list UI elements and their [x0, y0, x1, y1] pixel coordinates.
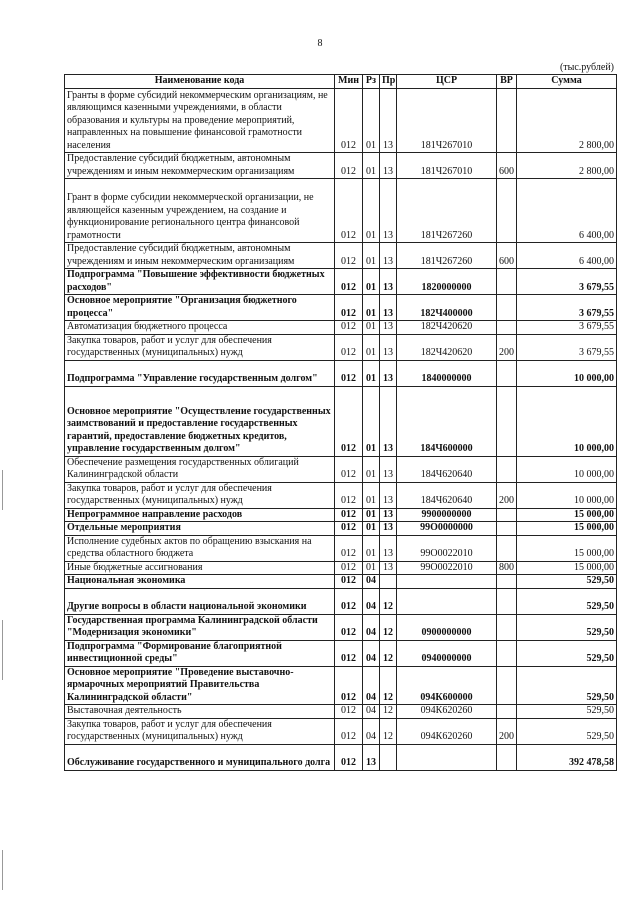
row-name: Непрограммное направление расходов [65, 508, 335, 522]
header-min: Мин [335, 75, 363, 89]
row-pr: 12 [380, 718, 397, 744]
row-sum: 10 000,00 [517, 456, 617, 482]
row-vr [497, 456, 517, 482]
row-sum: 6 400,00 [517, 243, 617, 269]
row-name: Грант в форме субсидии некоммерческой организации, не являющейся казенным учреждением, на создание и функционирование регионального центра финансовой грамотности [65, 179, 335, 243]
row-sum: 15 000,00 [517, 561, 617, 575]
table-row [65, 482, 617, 508]
row-vr [497, 705, 517, 719]
row-rz: 04 [363, 640, 380, 666]
table-row [65, 456, 617, 482]
row-vr: 200 [497, 482, 517, 508]
row-min: 012 [335, 561, 363, 575]
row-min: 012 [335, 588, 363, 614]
row-name: Обслуживание государственного и муниципального долга [65, 744, 335, 770]
row-sum: 2 800,00 [517, 89, 617, 153]
row-name: Иные бюджетные ассигнования [65, 561, 335, 575]
row-pr: 12 [380, 666, 397, 705]
table-row [65, 535, 617, 561]
row-name: Исполнение судебных актов по обращению взыскания на средства областного бюджета [65, 535, 335, 561]
row-vr [497, 575, 517, 589]
row-csr [397, 575, 497, 589]
row-vr [497, 269, 517, 295]
table-row [65, 666, 617, 705]
row-pr: 13 [380, 269, 397, 295]
row-name: Подпрограмма "Управление государственным долгом" [65, 360, 335, 386]
row-rz: 01 [363, 482, 380, 508]
row-rz: 01 [363, 179, 380, 243]
row-rz: 04 [363, 575, 380, 589]
table-row [65, 508, 617, 522]
header-pr: Пр [380, 75, 397, 89]
header-name: Наименование кода [65, 75, 335, 89]
row-csr: 182Ч400000 [397, 295, 497, 321]
row-rz: 04 [363, 666, 380, 705]
row-name: Предоставление субсидий бюджетным, автономным учреждениям и иным некоммерческим организациям [65, 153, 335, 179]
row-csr: 182Ч420620 [397, 321, 497, 335]
row-sum: 10 000,00 [517, 482, 617, 508]
table-row [65, 360, 617, 386]
row-pr: 13 [380, 295, 397, 321]
row-vr [497, 386, 517, 456]
row-min: 012 [335, 718, 363, 744]
row-rz: 01 [363, 535, 380, 561]
table-row [65, 179, 617, 243]
table-row [65, 334, 617, 360]
row-min: 012 [335, 360, 363, 386]
row-pr: 13 [380, 386, 397, 456]
row-rz: 01 [363, 243, 380, 269]
row-sum: 15 000,00 [517, 508, 617, 522]
row-csr: 0900000000 [397, 614, 497, 640]
row-rz: 01 [363, 295, 380, 321]
table-row [65, 522, 617, 536]
row-csr: 181Ч267010 [397, 153, 497, 179]
row-min: 012 [335, 744, 363, 770]
row-sum: 529,50 [517, 575, 617, 589]
row-sum: 3 679,55 [517, 269, 617, 295]
row-sum: 3 679,55 [517, 334, 617, 360]
row-csr: 094К600000 [397, 666, 497, 705]
row-sum: 392 478,58 [517, 744, 617, 770]
row-vr [497, 360, 517, 386]
row-sum: 529,50 [517, 640, 617, 666]
row-csr: 094К620260 [397, 705, 497, 719]
row-min: 012 [335, 179, 363, 243]
row-min: 012 [335, 614, 363, 640]
row-csr: 182Ч420620 [397, 334, 497, 360]
row-rz: 01 [363, 153, 380, 179]
row-csr: 181Ч267260 [397, 243, 497, 269]
row-rz: 01 [363, 456, 380, 482]
row-min: 012 [335, 386, 363, 456]
row-pr: 12 [380, 705, 397, 719]
row-pr: 13 [380, 522, 397, 536]
row-pr: 13 [380, 153, 397, 179]
row-pr: 13 [380, 535, 397, 561]
row-min: 012 [335, 508, 363, 522]
row-min: 012 [335, 89, 363, 153]
row-rz: 01 [363, 522, 380, 536]
row-csr: 99О0022010 [397, 561, 497, 575]
row-sum: 15 000,00 [517, 522, 617, 536]
header-rz: Рз [363, 75, 380, 89]
row-name: Основное мероприятие "Проведение выставочно-ярмарочных мероприятий Правительства Калининградской области" [65, 666, 335, 705]
row-name: Отдельные мероприятия [65, 522, 335, 536]
row-name: Закупка товаров, работ и услуг для обеспечения государственных (муниципальных) нужд [65, 718, 335, 744]
row-vr: 200 [497, 718, 517, 744]
header-csr: ЦСР [397, 75, 497, 89]
row-vr: 600 [497, 153, 517, 179]
row-min: 012 [335, 705, 363, 719]
row-pr: 13 [380, 179, 397, 243]
row-sum: 529,50 [517, 588, 617, 614]
scan-margin-mark [2, 850, 3, 890]
row-csr: 094К620260 [397, 718, 497, 744]
scan-margin-mark [2, 470, 3, 510]
row-vr [497, 614, 517, 640]
row-name: Основное мероприятие "Организация бюджетного процесса" [65, 295, 335, 321]
row-pr: 13 [380, 561, 397, 575]
row-min: 012 [335, 456, 363, 482]
table-row [65, 269, 617, 295]
row-sum: 2 800,00 [517, 153, 617, 179]
table-row [65, 153, 617, 179]
row-name: Другие вопросы в области национальной экономики [65, 588, 335, 614]
row-sum: 3 679,55 [517, 295, 617, 321]
budget-table [64, 74, 617, 771]
row-rz: 01 [363, 508, 380, 522]
row-pr: 13 [380, 456, 397, 482]
row-name: Национальная экономика [65, 575, 335, 589]
row-name: Выставочная деятельность [65, 705, 335, 719]
row-rz: 01 [363, 386, 380, 456]
row-vr: 600 [497, 243, 517, 269]
row-vr: 800 [497, 561, 517, 575]
row-vr [497, 522, 517, 536]
row-vr [497, 588, 517, 614]
row-rz: 04 [363, 588, 380, 614]
row-pr [380, 575, 397, 589]
row-name: Закупка товаров, работ и услуг для обеспечения государственных (муниципальных) нужд [65, 334, 335, 360]
row-rz: 01 [363, 269, 380, 295]
table-row [65, 89, 617, 153]
row-name: Подпрограмма "Формирование благоприятной инвестиционной среды" [65, 640, 335, 666]
row-min: 012 [335, 153, 363, 179]
row-sum: 6 400,00 [517, 179, 617, 243]
row-pr: 12 [380, 588, 397, 614]
row-name: Государственная программа Калининградской области "Модернизация экономики" [65, 614, 335, 640]
row-pr: 13 [380, 334, 397, 360]
row-min: 012 [335, 334, 363, 360]
row-vr [497, 295, 517, 321]
row-vr [497, 666, 517, 705]
row-sum: 15 000,00 [517, 535, 617, 561]
row-name: Основное мероприятие "Осуществление государственных заимствований и предоставление государственных гарантий, предоставление бюджетных кредитов, управление государственным долгом" [65, 386, 335, 456]
row-pr: 12 [380, 614, 397, 640]
row-vr [497, 744, 517, 770]
row-csr: 181Ч267010 [397, 89, 497, 153]
row-pr: 13 [380, 89, 397, 153]
row-vr [497, 508, 517, 522]
row-min: 012 [335, 295, 363, 321]
row-csr: 1820000000 [397, 269, 497, 295]
row-name: Гранты в форме субсидий некоммерческим организациям, не являющимся казенными учреждениями, в области образования и культуры на проведение мероприятий, направленных на повышение финансовой грамотности населения [65, 89, 335, 153]
row-min: 012 [335, 575, 363, 589]
row-rz: 01 [363, 360, 380, 386]
row-csr: 99О0022010 [397, 535, 497, 561]
scan-margin-mark [2, 620, 3, 680]
table-row [65, 718, 617, 744]
row-min: 012 [335, 640, 363, 666]
header-vr: ВР [497, 75, 517, 89]
row-min: 012 [335, 482, 363, 508]
row-pr: 13 [380, 360, 397, 386]
table-row [65, 640, 617, 666]
row-csr: 0940000000 [397, 640, 497, 666]
table-header-row [65, 75, 617, 89]
row-vr: 200 [497, 334, 517, 360]
row-name: Подпрограмма "Повышение эффективности бюджетных расходов" [65, 269, 335, 295]
row-min: 012 [335, 666, 363, 705]
row-pr: 13 [380, 508, 397, 522]
row-csr: 184Ч620640 [397, 482, 497, 508]
row-rz: 01 [363, 334, 380, 360]
row-name: Обеспечение размещения государственных облигаций Калининградской области [65, 456, 335, 482]
row-pr: 13 [380, 482, 397, 508]
row-min: 012 [335, 269, 363, 295]
row-csr: 181Ч267260 [397, 179, 497, 243]
row-csr: 184Ч600000 [397, 386, 497, 456]
row-csr [397, 744, 497, 770]
row-rz: 13 [363, 744, 380, 770]
row-sum: 10 000,00 [517, 360, 617, 386]
row-pr [380, 744, 397, 770]
row-pr: 13 [380, 321, 397, 335]
row-name: Предоставление субсидий бюджетным, автономным учреждениям и иным некоммерческим организациям [65, 243, 335, 269]
row-rz: 01 [363, 321, 380, 335]
row-name: Автоматизация бюджетного процесса [65, 321, 335, 335]
row-csr [397, 588, 497, 614]
table-row [65, 588, 617, 614]
row-rz: 04 [363, 614, 380, 640]
table-row [65, 744, 617, 770]
row-sum: 529,50 [517, 705, 617, 719]
row-csr: 184Ч620640 [397, 456, 497, 482]
table-row [65, 561, 617, 575]
table-row [65, 705, 617, 719]
units-label: (тыс.рублей) [559, 62, 614, 73]
table-row [65, 386, 617, 456]
header-sum: Сумма [517, 75, 617, 89]
row-vr [497, 321, 517, 335]
row-sum: 529,50 [517, 614, 617, 640]
table-row [65, 575, 617, 589]
row-vr [497, 640, 517, 666]
row-sum: 529,50 [517, 666, 617, 705]
page-number: 8 [317, 38, 323, 49]
row-vr [497, 89, 517, 153]
row-sum: 10 000,00 [517, 386, 617, 456]
row-min: 012 [335, 243, 363, 269]
row-rz: 01 [363, 561, 380, 575]
row-min: 012 [335, 321, 363, 335]
row-rz: 04 [363, 718, 380, 744]
row-csr: 9900000000 [397, 508, 497, 522]
row-rz: 04 [363, 705, 380, 719]
row-name: Закупка товаров, работ и услуг для обеспечения государственных (муниципальных) нужд [65, 482, 335, 508]
row-rz: 01 [363, 89, 380, 153]
row-sum: 3 679,55 [517, 321, 617, 335]
table-row [65, 295, 617, 321]
row-vr [497, 535, 517, 561]
table-row [65, 321, 617, 335]
table-row [65, 614, 617, 640]
row-min: 012 [335, 522, 363, 536]
row-pr: 13 [380, 243, 397, 269]
row-vr [497, 179, 517, 243]
row-pr: 12 [380, 640, 397, 666]
row-csr: 1840000000 [397, 360, 497, 386]
table-row [65, 243, 617, 269]
row-min: 012 [335, 535, 363, 561]
row-csr: 99О0000000 [397, 522, 497, 536]
row-sum: 529,50 [517, 718, 617, 744]
